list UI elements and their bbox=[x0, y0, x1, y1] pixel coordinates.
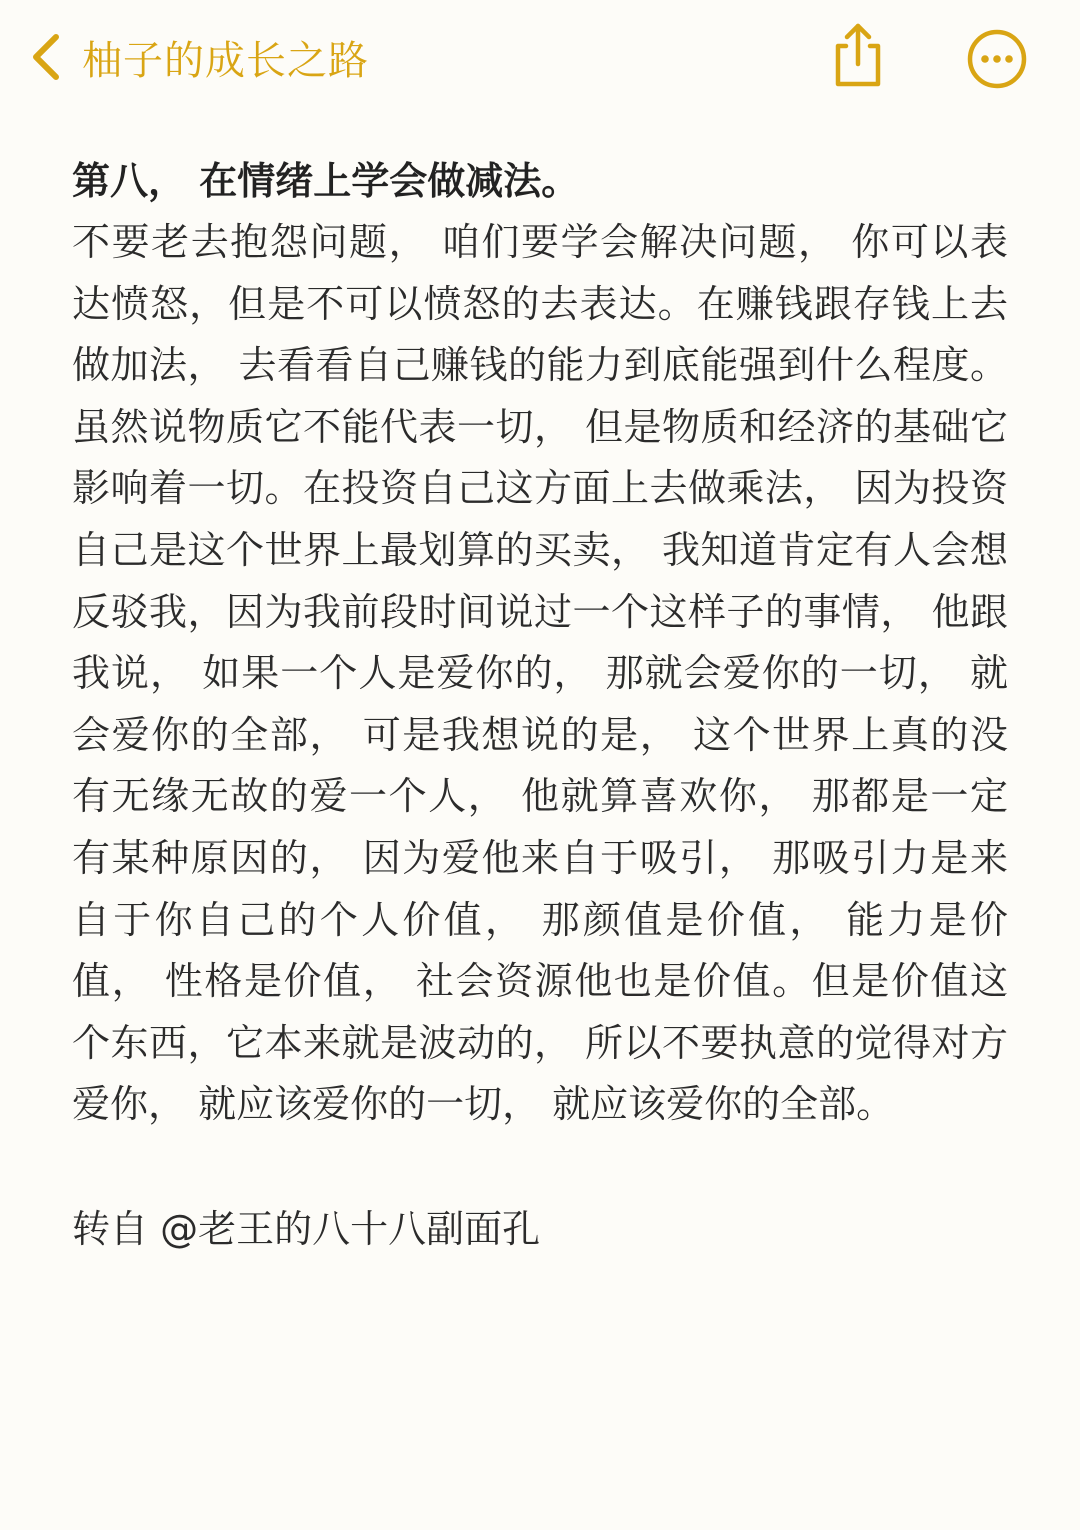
note-body[interactable] bbox=[72, 150, 1008, 1260]
note-content: 不要老去抱怨问题， 咱们要学会解决问题， 你可以表达愤怒，但是不可以愤怒的去表达。在赚钱跟存钱上去做加法， 去看看自己赚钱的能力到底能强到什么程度。虽然说物质它不能代表一切， 但是物质和经济的基础它影响着一切。在投资自己这方面上去做乘法， 因为投资自己是这个世界上最划算的买卖， 我知道肯定有人会想反驳我，因为我前段时间说过一个这样子的事情， 他跟我说， 如果一个人是爱你的， 那就会爱你的一切， 就会爱你的全部， 可是我想说的是， 这个世界上真的没有无缘无故的爱一个人， 他就算喜欢你， 那都是一定有某种原因的， 因为爱他来自于吸引， 那吸引力是来自于你自己的个人价值， 那颜值是价值， 能力是价值， 性格是价值， 社会资源他也是价值。但是价值这个东西，它本来就是波动的， 所以不要执意的觉得对方爱你， 就应该爱你的一切， 就应该爱你的全部。 bbox=[72, 220, 1008, 1127]
more-button[interactable] bbox=[966, 28, 1028, 90]
share-button[interactable] bbox=[826, 20, 890, 90]
back-label: 柚子的成长之路 bbox=[82, 37, 369, 84]
note-title: 第八， 在情绪上学会做减法。 bbox=[72, 159, 580, 203]
note-source: 转自 @老王的八十八副面孔 bbox=[72, 1206, 541, 1251]
chevron-left-icon bbox=[28, 32, 62, 82]
navigation-bar bbox=[0, 0, 1080, 115]
share-icon bbox=[826, 20, 890, 90]
back-button[interactable] bbox=[28, 22, 369, 92]
more-icon bbox=[966, 28, 1028, 90]
